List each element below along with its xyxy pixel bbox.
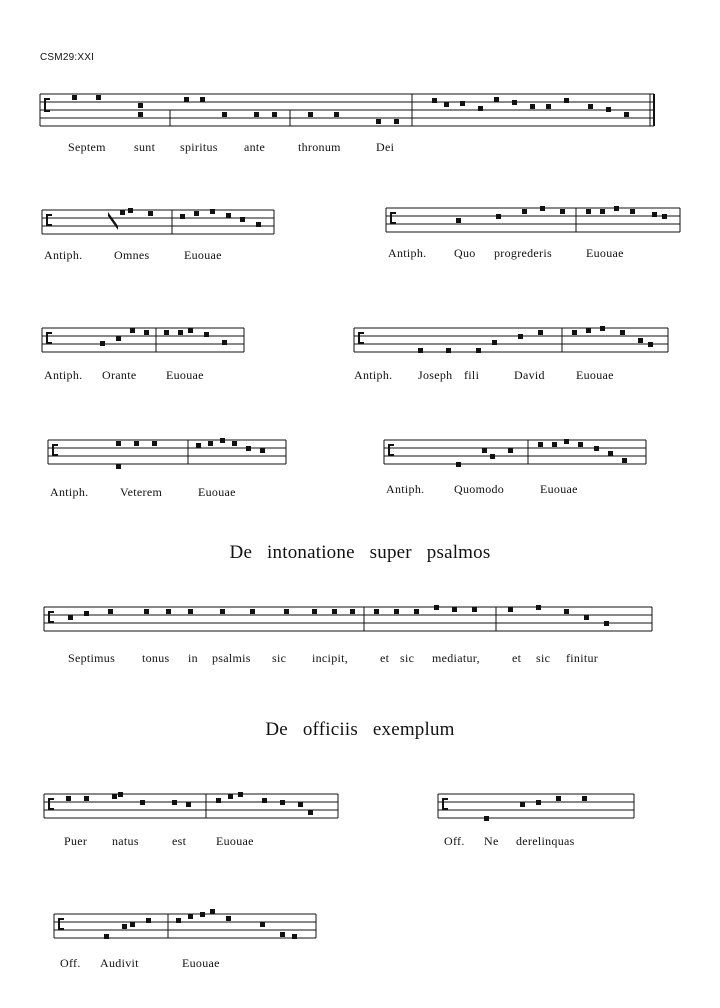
- syllable: Euouae: [216, 834, 254, 848]
- square-neume-icon: [452, 607, 457, 612]
- square-neume-icon: [118, 792, 123, 797]
- syllable: sic: [536, 651, 551, 665]
- square-neume-icon: [334, 112, 339, 117]
- syllable: mediatur,: [432, 651, 480, 665]
- square-neume-icon: [298, 802, 303, 807]
- square-neume-icon: [608, 451, 613, 456]
- square-neume-icon: [414, 609, 419, 614]
- square-neume-icon: [508, 607, 513, 612]
- syllable: sic: [400, 651, 415, 665]
- square-neume-icon: [624, 112, 629, 117]
- square-neume-icon: [308, 810, 313, 815]
- square-neume-icon: [538, 442, 543, 447]
- square-neume-icon: [172, 800, 177, 805]
- syllable: Euouae: [586, 246, 624, 260]
- staff-septimus-svg: [44, 605, 656, 639]
- syllable: incipit,: [312, 651, 349, 665]
- square-neume-icon: [144, 330, 149, 335]
- square-neume-icon: [120, 210, 125, 215]
- staff-omnes-svg: [42, 208, 276, 244]
- syllable: Euouae: [540, 482, 578, 496]
- staff-joseph: [354, 326, 670, 362]
- square-neume-icon: [520, 802, 525, 807]
- syllable: natus: [112, 834, 139, 848]
- square-neume-icon: [434, 605, 439, 610]
- square-neume-icon: [546, 104, 551, 109]
- square-neume-icon: [226, 916, 231, 921]
- staff-septimus: [44, 605, 656, 639]
- square-neume-icon: [312, 609, 317, 614]
- square-neume-icon: [188, 328, 193, 333]
- syllable: est: [172, 834, 187, 848]
- syllable: progrederis: [494, 246, 552, 260]
- staff-puer: [44, 792, 342, 828]
- square-neume-icon: [216, 798, 221, 803]
- square-neume-icon: [222, 340, 227, 345]
- square-neume-icon: [600, 326, 605, 331]
- square-neume-icon: [130, 328, 135, 333]
- square-neume-icon: [196, 443, 201, 448]
- square-neume-icon: [204, 332, 209, 337]
- heading-offices: De officiis exemplum: [265, 719, 455, 740]
- syllable: Veterem: [120, 485, 163, 499]
- syllable: David: [514, 368, 545, 382]
- square-neume-icon: [564, 98, 569, 103]
- c-clef-icon: [358, 332, 364, 344]
- c-clef-icon: [46, 332, 52, 344]
- square-neume-icon: [482, 448, 487, 453]
- square-neume-icon: [662, 214, 667, 219]
- square-neume-icon: [418, 348, 423, 353]
- syllable: et: [512, 651, 522, 665]
- square-neume-icon: [622, 458, 627, 463]
- square-neume-icon: [144, 609, 149, 614]
- square-neume-icon: [280, 932, 285, 937]
- syllable: Antiph.: [386, 482, 425, 496]
- syllable: Euouae: [182, 956, 220, 970]
- page-reference: CSM29:XXI: [40, 52, 95, 63]
- square-neume-icon: [188, 914, 193, 919]
- square-neume-icon: [606, 107, 611, 112]
- square-neume-icon: [166, 609, 171, 614]
- square-neume-icon: [116, 336, 121, 341]
- square-neume-icon: [604, 621, 609, 626]
- square-neume-icon: [648, 342, 653, 347]
- square-neume-icon: [134, 441, 139, 446]
- staff-ne-svg: [438, 792, 638, 828]
- square-neume-icon: [522, 209, 527, 214]
- staff-orante: [42, 326, 246, 362]
- square-neume-icon: [572, 330, 577, 335]
- syllable: fili: [464, 368, 480, 382]
- square-neume-icon: [444, 102, 449, 107]
- c-clef-icon: [390, 212, 396, 224]
- syllable: Euouae: [576, 368, 614, 382]
- square-neume-icon: [228, 794, 233, 799]
- square-neume-icon: [494, 97, 499, 102]
- square-neume-icon: [260, 922, 265, 927]
- square-neume-icon: [72, 95, 77, 100]
- square-neume-icon: [250, 609, 255, 614]
- syllable: sunt: [134, 140, 156, 154]
- square-neume-icon: [638, 338, 643, 343]
- square-neume-icon: [588, 104, 593, 109]
- syllable: Ne: [484, 834, 499, 848]
- square-neume-icon: [472, 607, 477, 612]
- square-neume-icon: [556, 796, 561, 801]
- square-neume-icon: [188, 609, 193, 614]
- square-neume-icon: [490, 454, 495, 459]
- square-neume-icon: [238, 792, 243, 797]
- syllable: Euouae: [198, 485, 236, 499]
- syllable: Quomodo: [454, 482, 505, 496]
- square-neume-icon: [200, 97, 205, 102]
- square-neume-icon: [308, 112, 313, 117]
- syllable: Antiph.: [44, 368, 83, 382]
- square-neume-icon: [578, 442, 583, 447]
- square-neume-icon: [284, 609, 289, 614]
- square-neume-icon: [582, 796, 587, 801]
- square-neume-icon: [600, 209, 605, 214]
- syllable: Omnes: [114, 248, 150, 262]
- syllable: Antiph.: [44, 248, 83, 262]
- square-neume-icon: [220, 438, 225, 443]
- square-neume-icon: [104, 934, 109, 939]
- c-clef-icon: [442, 798, 448, 810]
- square-neume-icon: [394, 609, 399, 614]
- square-neume-icon: [68, 615, 73, 620]
- c-clef-icon: [58, 918, 64, 930]
- syllable: sic: [272, 651, 287, 665]
- square-neume-icon: [376, 119, 381, 124]
- staff-orante-svg: [42, 326, 246, 362]
- syllable: in: [188, 651, 198, 665]
- staff-audivit-svg: [54, 912, 320, 948]
- syllable: Off.: [60, 956, 81, 970]
- syllable: Audivit: [100, 956, 139, 970]
- square-neume-icon: [194, 211, 199, 216]
- square-neume-icon: [148, 211, 153, 216]
- staff-audivit: [54, 912, 320, 948]
- square-neume-icon: [536, 605, 541, 610]
- staff-joseph-svg: [354, 326, 670, 362]
- square-neume-icon: [208, 441, 213, 446]
- square-neume-icon: [652, 212, 657, 217]
- square-neume-icon: [262, 798, 267, 803]
- square-neume-icon: [178, 330, 183, 335]
- syllable: Orante: [102, 368, 137, 382]
- staff-septem: [40, 92, 656, 132]
- square-neume-icon: [232, 441, 237, 446]
- staff-omnes: [42, 208, 276, 244]
- square-neume-icon: [128, 208, 133, 213]
- staff-ne: [438, 792, 638, 828]
- square-neume-icon: [272, 112, 277, 117]
- square-neume-icon: [496, 214, 501, 219]
- syllable: Off.: [444, 834, 465, 848]
- square-neume-icon: [586, 209, 591, 214]
- square-neume-icon: [186, 802, 191, 807]
- square-neume-icon: [536, 800, 541, 805]
- staff-quo: [386, 206, 682, 242]
- square-neume-icon: [280, 800, 285, 805]
- square-neume-icon: [122, 924, 127, 929]
- syllable: finitur: [566, 651, 599, 665]
- square-neume-icon: [184, 97, 189, 102]
- square-neume-icon: [138, 103, 143, 108]
- square-neume-icon: [478, 106, 483, 111]
- square-neume-icon: [614, 206, 619, 211]
- square-neume-icon: [518, 334, 523, 339]
- square-neume-icon: [460, 101, 465, 106]
- c-clef-icon: [388, 444, 394, 456]
- square-neume-icon: [530, 104, 535, 109]
- staff-septem-svg: [40, 92, 656, 132]
- square-neume-icon: [538, 330, 543, 335]
- syllable: Euouae: [166, 368, 204, 382]
- square-neume-icon: [108, 609, 113, 614]
- square-neume-icon: [176, 918, 181, 923]
- heading-intonation: De intonatione super psalmos: [229, 542, 491, 563]
- syllable: tonus: [142, 651, 170, 665]
- syllable: derelinquas: [516, 834, 575, 848]
- c-clef-icon: [48, 798, 54, 810]
- square-neume-icon: [220, 609, 225, 614]
- square-neume-icon: [586, 328, 591, 333]
- square-neume-icon: [164, 330, 169, 335]
- square-neume-icon: [130, 922, 135, 927]
- square-neume-icon: [84, 796, 89, 801]
- square-neume-icon: [564, 439, 569, 444]
- staff-quomodo: [384, 438, 648, 474]
- c-clef-icon: [108, 212, 118, 230]
- square-neume-icon: [476, 348, 481, 353]
- syllable: Antiph.: [388, 246, 427, 260]
- c-clef-icon: [48, 611, 54, 623]
- square-neume-icon: [484, 816, 489, 821]
- square-neume-icon: [254, 112, 259, 117]
- square-neume-icon: [540, 206, 545, 211]
- square-neume-icon: [200, 912, 205, 917]
- square-neume-icon: [100, 341, 105, 346]
- syllable: Antiph.: [354, 368, 393, 382]
- staff-puer-svg: [44, 792, 342, 828]
- syllable: Joseph: [418, 368, 453, 382]
- c-clef-icon: [52, 444, 58, 456]
- syllable: Quo: [454, 246, 476, 260]
- square-neume-icon: [66, 796, 71, 801]
- square-neume-icon: [210, 909, 215, 914]
- syllable: Dei: [376, 140, 395, 154]
- square-neume-icon: [146, 918, 151, 923]
- syllable: Septimus: [68, 651, 116, 665]
- square-neume-icon: [394, 119, 399, 124]
- square-neume-icon: [552, 442, 557, 447]
- square-neume-icon: [138, 112, 143, 117]
- square-neume-icon: [492, 340, 497, 345]
- square-neume-icon: [96, 95, 101, 100]
- square-neume-icon: [594, 446, 599, 451]
- syllable: Septem: [68, 140, 106, 154]
- square-neume-icon: [446, 348, 451, 353]
- square-neume-icon: [152, 441, 157, 446]
- syllable: Antiph.: [50, 485, 89, 499]
- syllable: Euouae: [184, 248, 222, 262]
- syllable: ante: [244, 140, 266, 154]
- square-neume-icon: [116, 441, 121, 446]
- syllable: Puer: [64, 834, 88, 848]
- square-neume-icon: [584, 615, 589, 620]
- square-neume-icon: [292, 934, 297, 939]
- square-neume-icon: [260, 448, 265, 453]
- syllable: spiritus: [180, 140, 218, 154]
- square-neume-icon: [432, 98, 437, 103]
- square-neume-icon: [456, 462, 461, 467]
- square-neume-icon: [246, 446, 251, 451]
- square-neume-icon: [374, 609, 379, 614]
- square-neume-icon: [350, 609, 355, 614]
- syllable: et: [380, 651, 390, 665]
- square-neume-icon: [140, 800, 145, 805]
- square-neume-icon: [456, 218, 461, 223]
- square-neume-icon: [240, 217, 245, 222]
- square-neume-icon: [560, 209, 565, 214]
- square-neume-icon: [84, 611, 89, 616]
- square-neume-icon: [332, 609, 337, 614]
- syllable: thronum: [298, 140, 341, 154]
- staff-veterem-svg: [48, 438, 288, 478]
- square-neume-icon: [210, 209, 215, 214]
- square-neume-icon: [222, 112, 227, 117]
- syllable: psalmis: [212, 651, 251, 665]
- staff-veterem: [48, 438, 288, 478]
- square-neume-icon: [630, 209, 635, 214]
- square-neume-icon: [256, 222, 261, 227]
- square-neume-icon: [116, 464, 121, 469]
- c-clef-icon: [46, 214, 52, 226]
- square-neume-icon: [180, 214, 185, 219]
- square-neume-icon: [620, 330, 625, 335]
- square-neume-icon: [564, 609, 569, 614]
- square-neume-icon: [508, 448, 513, 453]
- staff-quo-svg: [386, 206, 682, 242]
- staff-quomodo-svg: [384, 438, 648, 474]
- square-neume-icon: [112, 794, 117, 799]
- square-neume-icon: [226, 213, 231, 218]
- square-neume-icon: [512, 100, 517, 105]
